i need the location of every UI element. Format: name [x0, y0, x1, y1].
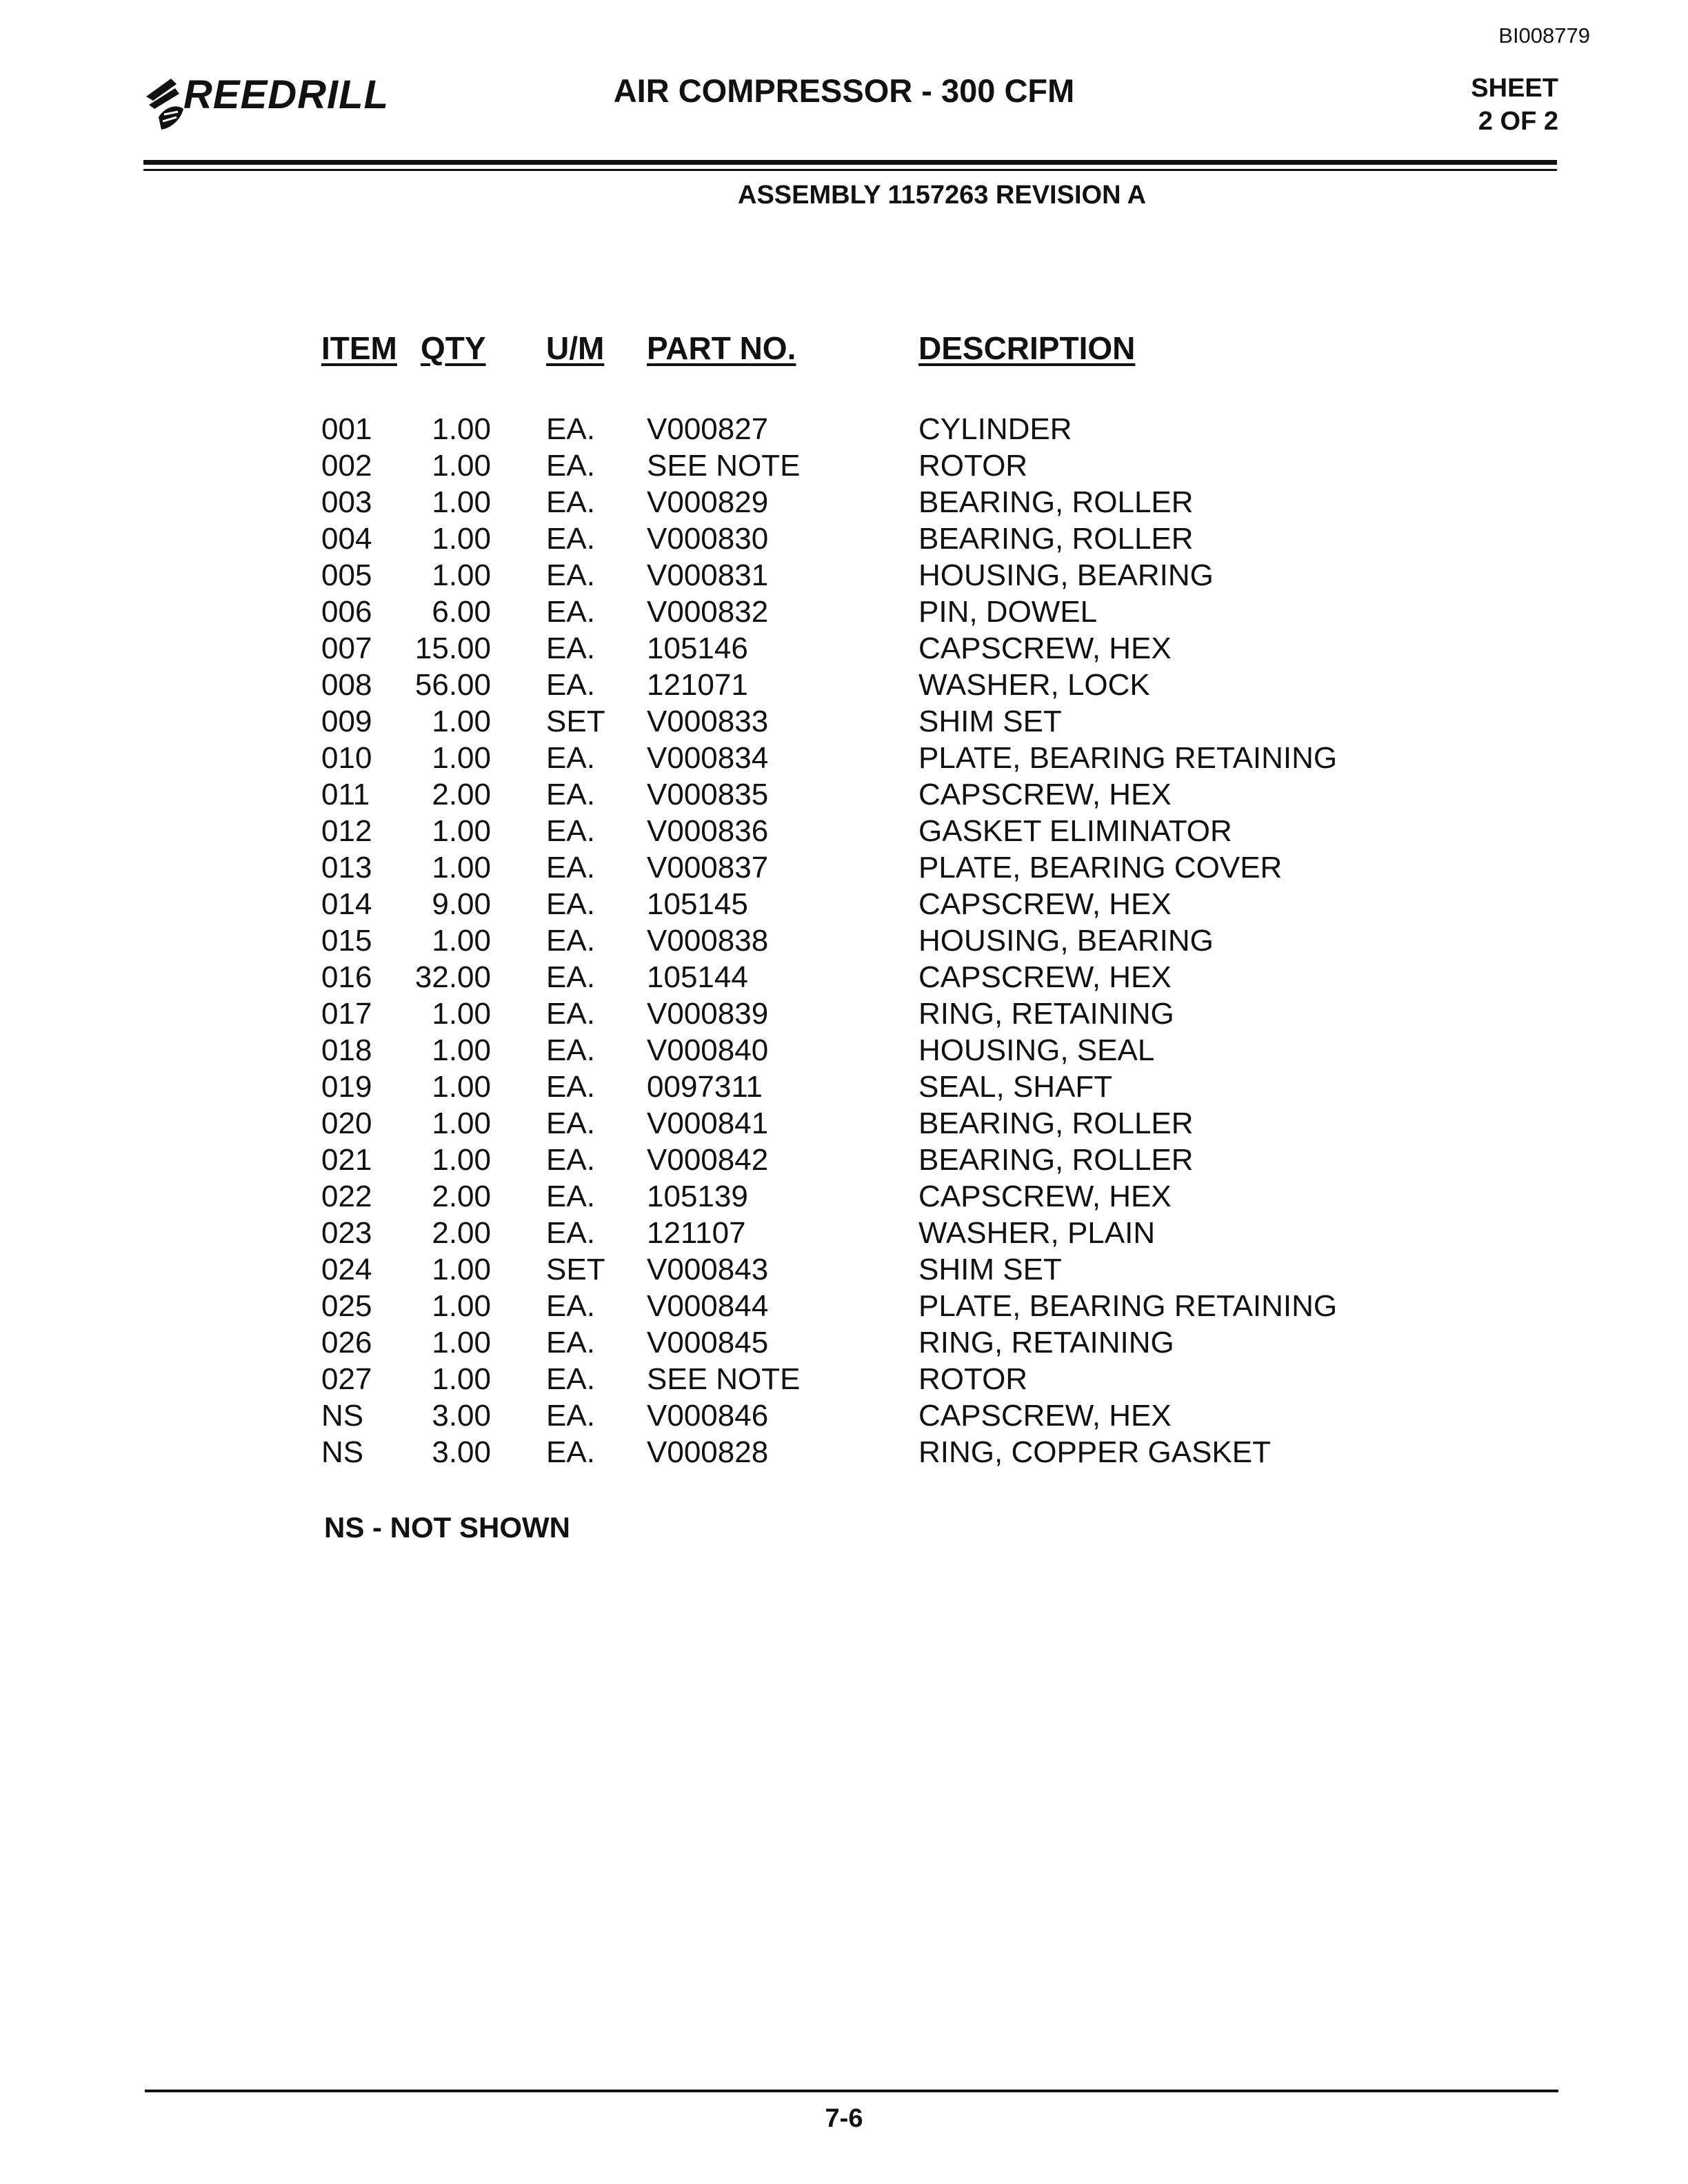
cell-qty: 1.00 [432, 1289, 491, 1323]
cell-description: WASHER, PLAIN [918, 1216, 1156, 1250]
cell-description: CAPSCREW, HEX [918, 631, 1172, 665]
cell-item: 021 [321, 1143, 372, 1177]
cell-qty: 3.00 [432, 1435, 491, 1469]
table-row [0, 740, 1688, 776]
cell-um: EA. [546, 851, 595, 884]
cell-description: BEARING, ROLLER [918, 485, 1194, 519]
cell-description: CAPSCREW, HEX [918, 887, 1172, 921]
cell-um: EA. [546, 1289, 595, 1323]
cell-description: BEARING, ROLLER [918, 1143, 1194, 1177]
cell-um: EA. [546, 595, 595, 629]
cell-um: EA. [546, 924, 595, 958]
table-row [0, 1178, 1688, 1215]
cell-description: ROTOR [918, 449, 1028, 483]
table-row [0, 959, 1688, 995]
cell-part-no: 121071 [647, 668, 748, 702]
cell-part-no: 105144 [647, 960, 748, 994]
cell-part-no: V000830 [647, 522, 769, 556]
cell-um: EA. [546, 997, 595, 1031]
cell-description: WASHER, LOCK [918, 668, 1150, 702]
cell-item: 022 [321, 1180, 372, 1213]
table-row [0, 1288, 1688, 1324]
cell-item: 016 [321, 960, 372, 994]
cell-um: EA. [546, 1070, 595, 1104]
cell-um: EA. [546, 778, 595, 811]
cell-qty: 1.00 [432, 1033, 491, 1067]
cell-description: CAPSCREW, HEX [918, 1180, 1172, 1213]
document-id: BI008779 [1498, 23, 1590, 48]
table-row [0, 1251, 1688, 1288]
cell-item: 023 [321, 1216, 372, 1250]
cell-qty: 3.00 [432, 1399, 491, 1433]
cell-item: 015 [321, 924, 372, 958]
table-row [0, 1105, 1688, 1142]
cell-item: NS [321, 1435, 364, 1469]
table-row [0, 813, 1688, 849]
cell-part-no: V000841 [647, 1106, 769, 1140]
cell-um: EA. [546, 558, 595, 592]
cell-part-no: V000831 [647, 558, 769, 592]
cell-qty: 1.00 [432, 412, 491, 446]
table-row [0, 1397, 1688, 1434]
cell-qty: 9.00 [432, 887, 491, 921]
table-row [0, 1215, 1688, 1251]
cell-part-no: 105139 [647, 1180, 748, 1213]
cell-description: SHIM SET [918, 705, 1062, 738]
table-row [0, 776, 1688, 813]
table-row [0, 1361, 1688, 1397]
table-row [0, 849, 1688, 886]
cell-part-no: V000827 [647, 412, 769, 446]
cell-description: CAPSCREW, HEX [918, 960, 1172, 994]
table-row [0, 703, 1688, 740]
cell-item: 025 [321, 1289, 372, 1323]
cell-item: 008 [321, 668, 372, 702]
table-row [0, 411, 1688, 447]
sheet-label: SHEET [1471, 74, 1558, 103]
cell-item: 020 [321, 1106, 372, 1140]
cell-part-no: V000835 [647, 778, 769, 811]
cell-um: SET [546, 1253, 605, 1286]
cell-item: 003 [321, 485, 372, 519]
cell-item: 012 [321, 814, 372, 848]
footnote-not-shown: NS - NOT SHOWN [324, 1511, 570, 1544]
cell-part-no: SEE NOTE [647, 449, 801, 483]
cell-description: CAPSCREW, HEX [918, 1399, 1172, 1433]
cell-um: EA. [546, 1143, 595, 1177]
parts-list [0, 411, 1688, 1470]
column-header-item: ITEM [321, 330, 397, 366]
cell-qty: 2.00 [432, 1180, 491, 1213]
cell-item: 019 [321, 1070, 372, 1104]
cell-um: EA. [546, 1362, 595, 1396]
header-divider-thin [143, 169, 1557, 171]
cell-um: EA. [546, 814, 595, 848]
table-row [0, 1069, 1688, 1105]
table-row [0, 630, 1688, 667]
cell-qty: 2.00 [432, 778, 491, 811]
cell-part-no: V000837 [647, 851, 769, 884]
cell-description: RING, RETAINING [918, 997, 1174, 1031]
cell-item: 001 [321, 412, 372, 446]
cell-item: 024 [321, 1253, 372, 1286]
cell-description: PLATE, BEARING RETAINING [918, 741, 1338, 775]
cell-qty: 1.00 [432, 1362, 491, 1396]
cell-qty: 6.00 [432, 595, 491, 629]
cell-part-no: 0097311 [647, 1070, 763, 1104]
cell-description: SEAL, SHAFT [918, 1070, 1113, 1104]
cell-part-no: V000839 [647, 997, 769, 1031]
cell-qty: 32.00 [414, 960, 491, 994]
cell-um: EA. [546, 668, 595, 702]
cell-part-no: V000834 [647, 741, 769, 775]
cell-part-no: 121107 [647, 1216, 746, 1250]
cell-item: 013 [321, 851, 372, 884]
table-row [0, 1142, 1688, 1178]
cell-description: HOUSING, SEAL [918, 1033, 1155, 1067]
cell-qty: 1.00 [432, 522, 491, 556]
assembly-revision: ASSEMBLY 1157263 REVISION A [738, 181, 1147, 210]
table-row [0, 520, 1688, 557]
cell-qty: 56.00 [414, 668, 491, 702]
cell-item: 010 [321, 741, 372, 775]
sheet-indicator [1471, 72, 1558, 138]
table-row [0, 1032, 1688, 1069]
cell-um: EA. [546, 1216, 595, 1250]
table-row [0, 557, 1688, 594]
cell-description: HOUSING, BEARING [918, 924, 1214, 958]
cell-qty: 1.00 [432, 741, 491, 775]
cell-item: 018 [321, 1033, 372, 1067]
cell-description: PIN, DOWEL [918, 595, 1098, 629]
cell-um: EA. [546, 1435, 595, 1469]
cell-item: 007 [321, 631, 372, 665]
cell-description: PLATE, BEARING COVER [918, 851, 1283, 884]
cell-description: RING, COPPER GASKET [918, 1435, 1271, 1469]
cell-description: ROTOR [918, 1362, 1028, 1396]
cell-qty: 2.00 [432, 1216, 491, 1250]
cell-description: CYLINDER [918, 412, 1072, 446]
cell-qty: 1.00 [432, 1326, 491, 1359]
cell-description: BEARING, ROLLER [918, 522, 1194, 556]
page-title: AIR COMPRESSOR - 300 CFM [613, 72, 1075, 109]
table-row [0, 886, 1688, 922]
cell-um: EA. [546, 1399, 595, 1433]
cell-item: NS [321, 1399, 364, 1433]
cell-qty: 1.00 [432, 1070, 491, 1104]
column-header-um: U/M [546, 330, 605, 366]
cell-item: 004 [321, 522, 372, 556]
cell-um: EA. [546, 522, 595, 556]
cell-um: EA. [546, 960, 595, 994]
cell-item: 017 [321, 997, 372, 1031]
table-row [0, 1324, 1688, 1361]
cell-um: EA. [546, 631, 595, 665]
cell-part-no: V000829 [647, 485, 769, 519]
cell-item: 026 [321, 1326, 372, 1359]
cell-part-no: V000832 [647, 595, 769, 629]
logo-wordmark: REEDRILL [183, 72, 389, 117]
table-row [0, 484, 1688, 520]
cell-part-no: 105145 [647, 887, 748, 921]
cell-qty: 1.00 [432, 1253, 491, 1286]
cell-um: EA. [546, 1326, 595, 1359]
cell-part-no: V000844 [647, 1289, 769, 1323]
column-header-part-no: PART NO. [647, 330, 796, 366]
cell-part-no: V000840 [647, 1033, 769, 1067]
cell-item: 006 [321, 595, 372, 629]
cell-qty: 1.00 [432, 814, 491, 848]
cell-qty: 1.00 [432, 1143, 491, 1177]
cell-qty: 15.00 [414, 631, 491, 665]
table-row [0, 594, 1688, 630]
cell-qty: 1.00 [432, 558, 491, 592]
cell-item: 005 [321, 558, 372, 592]
cell-qty: 1.00 [432, 851, 491, 884]
cell-description: GASKET ELIMINATOR [918, 814, 1232, 848]
cell-part-no: V000828 [647, 1435, 769, 1469]
cell-qty: 1.00 [432, 997, 491, 1031]
cell-item: 014 [321, 887, 372, 921]
cell-part-no: V000845 [647, 1326, 769, 1359]
cell-qty: 1.00 [432, 705, 491, 738]
cell-item: 002 [321, 449, 372, 483]
table-row [0, 1434, 1688, 1470]
cell-qty: 1.00 [432, 449, 491, 483]
cell-um: EA. [546, 449, 595, 483]
cell-part-no: V000842 [647, 1143, 769, 1177]
cell-description: CAPSCREW, HEX [918, 778, 1172, 811]
table-row [0, 922, 1688, 959]
cell-qty: 1.00 [432, 1106, 491, 1140]
cell-part-no: SEE NOTE [647, 1362, 801, 1396]
cell-item: 011 [321, 778, 370, 811]
cell-part-no: V000836 [647, 814, 769, 848]
cell-description: SHIM SET [918, 1253, 1062, 1286]
cell-um: EA. [546, 412, 595, 446]
cell-qty: 1.00 [432, 924, 491, 958]
footer-divider [145, 2090, 1558, 2092]
cell-um: EA. [546, 741, 595, 775]
cell-item: 009 [321, 705, 372, 738]
table-row [0, 995, 1688, 1032]
column-header-description: DESCRIPTION [918, 330, 1136, 366]
cell-um: EA. [546, 1180, 595, 1213]
cell-um: EA. [546, 1033, 595, 1067]
cell-um: EA. [546, 485, 595, 519]
header-divider-thick [143, 160, 1557, 165]
cell-description: RING, RETAINING [918, 1326, 1174, 1359]
page-number: 7-6 [825, 2104, 863, 2133]
cell-um: EA. [546, 1106, 595, 1140]
cell-description: BEARING, ROLLER [918, 1106, 1194, 1140]
table-row [0, 667, 1688, 703]
cell-part-no: 105146 [647, 631, 748, 665]
cell-description: HOUSING, BEARING [918, 558, 1214, 592]
table-row [0, 447, 1688, 484]
cell-qty: 1.00 [432, 485, 491, 519]
cell-item: 027 [321, 1362, 372, 1396]
cell-um: SET [546, 705, 605, 738]
cell-part-no: V000838 [647, 924, 769, 958]
cell-part-no: V000843 [647, 1253, 769, 1286]
sheet-number: 2 OF 2 [1478, 107, 1558, 136]
cell-um: EA. [546, 887, 595, 921]
cell-description: PLATE, BEARING RETAINING [918, 1289, 1338, 1323]
column-header-qty: QTY [421, 330, 486, 366]
cell-part-no: V000833 [647, 705, 769, 738]
cell-part-no: V000846 [647, 1399, 769, 1433]
